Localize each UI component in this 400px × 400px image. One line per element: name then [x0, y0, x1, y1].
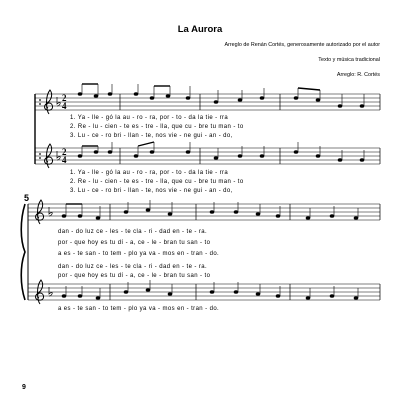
time-signature — [62, 93, 67, 165]
treble-clef-s2-icon — [36, 200, 44, 304]
verse-2-s2-lower: por - que hoy es tu dí - a, ce - le - bran tu san - to — [58, 273, 211, 279]
staff-lines-s1-upper — [35, 94, 380, 110]
verse-2-s2-upper: por - que hoy es tu dí - a, ce - le - bran tu san - to — [58, 240, 211, 246]
verse-1-s2-upper: dan - do luz ce - les - te cla - ri - dad en - te - ra. — [58, 229, 208, 235]
notes-s1-upper — [78, 84, 364, 108]
system-brace — [21, 204, 25, 300]
flat-key-signature-icon — [57, 97, 60, 160]
arrangement-credit: Arreglo de Renán Cortés, generosamente autorizado por el autor — [224, 42, 380, 48]
flat-key-signature-s2-icon — [49, 207, 52, 296]
verse-2-lower: 2. Re - lu - cien - te es - tre - lla, que cu - bre tu man - to — [70, 179, 244, 185]
source-credit: Texto y música tradicional — [318, 57, 380, 63]
verse-3-upper: 3. Lu - ce - ro bri - llan - te, nos vie - ne gui - an - do, — [70, 133, 233, 139]
svg-text:4: 4 — [62, 101, 67, 111]
verse-2-upper: 2. Re - lu - cien - te es - tre - lla, que cu - bre tu man - to — [70, 124, 244, 130]
notes-s2-upper — [62, 200, 358, 220]
verse-1-s2-lower: dan - do luz ce - les - te cla - ri - dad en - te - ra. — [58, 264, 208, 270]
svg-text:4: 4 — [62, 155, 67, 165]
verse-3-s2-lower: a es - te san - to tem - plo ya va - mos en - tran - do. — [58, 306, 220, 312]
page-number: 9 — [22, 384, 26, 391]
verse-1-upper: 1. Ya - lle - gó la au - ro - ra, por - to - da la tie - rra — [70, 115, 229, 121]
staff-lines-s1-lower — [35, 148, 380, 164]
repeat-dots-s1 — [39, 99, 41, 159]
score-title: La Aurora — [177, 24, 223, 35]
notes-s2-lower — [62, 280, 358, 300]
svg-text:2: 2 — [62, 93, 67, 103]
verse-1-lower: 1. Ya - lle - gó la au - ro - ra, por - to - da la tie - rra — [70, 170, 229, 176]
arranger-credit: Arreglo: R. Cortés — [336, 72, 380, 78]
measure-number: 5 — [24, 193, 30, 203]
verse-3-s2-upper: a es - te san - to tem - plo ya va - mos en - tran - do. — [58, 251, 220, 257]
svg-text:2: 2 — [62, 147, 67, 157]
verse-3-lower: 3. Lu - ce - ro bri - llan - te, nos vie - ne gui - an - do, — [70, 188, 233, 194]
